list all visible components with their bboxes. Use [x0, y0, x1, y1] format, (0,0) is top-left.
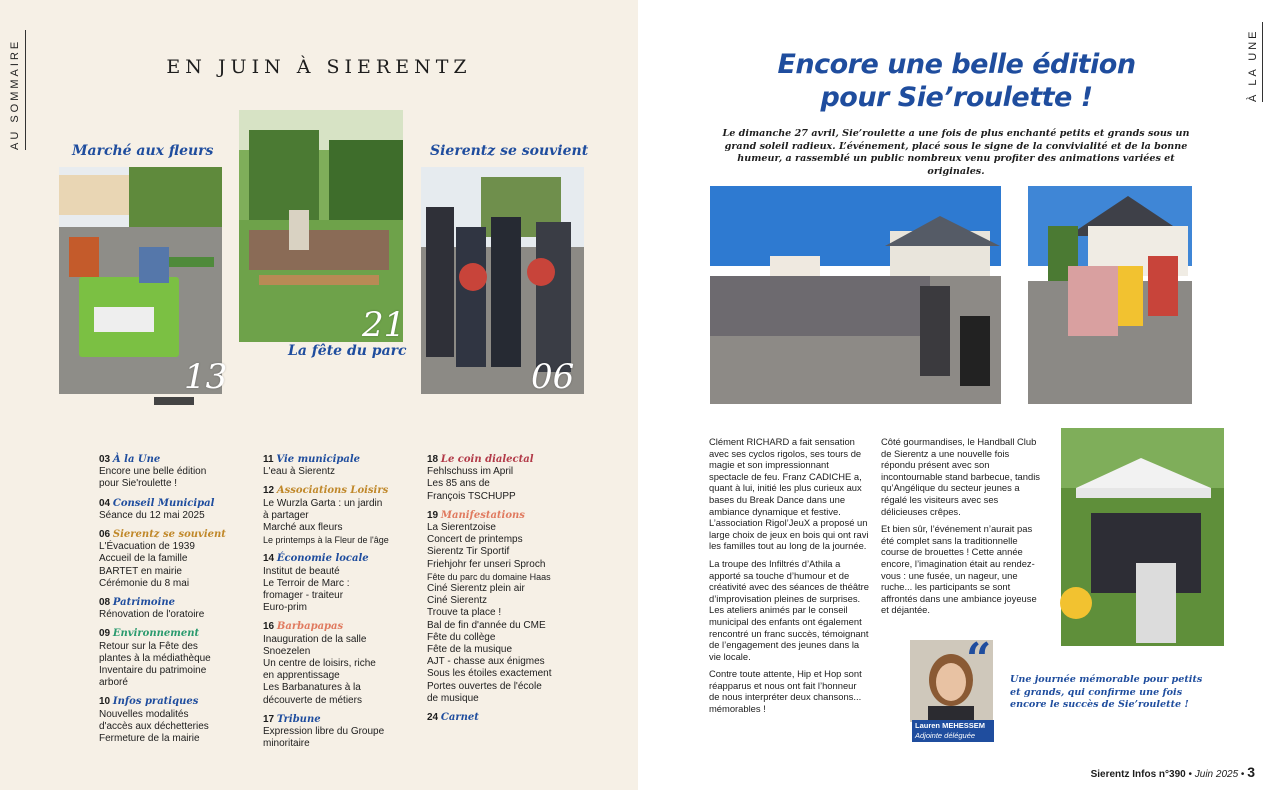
footer-separator: • [1188, 769, 1195, 780]
article-paragraph: Côté gourmandises, le Handball Club de Sierentz a une nouvelle fois répondu présent avec son incontournable stand barbecue, tandis qu’Angélique du secteur jeunes a régalé les visiteurs avec ses délicieuses crêpes. [881, 436, 1040, 517]
toc-item: Les 85 ans de [427, 478, 490, 490]
photo-marche-aux-fleurs[interactable] [59, 167, 228, 397]
toc-item: Fête de la musique [427, 644, 513, 656]
toc-page-number: 09 [99, 628, 111, 640]
toc-page-number: 04 [99, 497, 111, 509]
toc-item: Nouvelles modalités [99, 708, 189, 720]
toc-section-heading [263, 485, 413, 497]
section-tab-left: AU SOMMAIRE [9, 38, 21, 150]
toc-page-number: 17 [263, 713, 275, 725]
page-ref-number: 13 [184, 357, 228, 397]
toc-section-heading [99, 454, 249, 466]
toc-item: Sierentz Tir Sportif [427, 546, 510, 558]
toc-item: Le Wurzla Garta : un jardin [263, 497, 383, 509]
article-intro: Le dimanche 27 avril, Sie’roulette a une fois de plus enchanté petits et grands sous un grand soleil radieux. L’événement, placé sous le signe de la convivialité et de la bonne humeur, a rassemblé un public nombreux venu profiter des animations variées et originales. [722, 128, 1190, 177]
toc-section-heading [263, 454, 413, 466]
toc-section-heading [427, 712, 587, 724]
toc-item: d'accès aux déchetteries [99, 720, 209, 732]
toc-item: Fête du collège [427, 631, 496, 643]
toc-section[interactable] [99, 498, 249, 522]
photo-stand-image [1061, 428, 1224, 646]
toc-item: Ciné Sierentz plein air [427, 583, 525, 595]
toc-section-name: Carnet [440, 712, 479, 724]
toc-section-heading [263, 553, 413, 565]
photo-label-marche: Marché aux fleurs [72, 143, 214, 159]
toc-section-name: Environnement [112, 628, 200, 640]
toc-page-number: 12 [263, 485, 275, 497]
toc-item: AJT - chasse aux énigmes [427, 656, 545, 668]
toc-section-heading [99, 628, 249, 640]
toc-section-name: Conseil Municipal [112, 497, 215, 509]
toc-item: François TSCHUPP [427, 490, 516, 502]
photo-fete-du-parc[interactable] [239, 110, 406, 345]
toc-section[interactable] [263, 454, 413, 478]
photo-crowd[interactable] [710, 186, 1001, 404]
toc-item: Un centre de loisirs, riche [263, 658, 376, 670]
toc-page-number: 24 [427, 712, 439, 724]
toc-item: Euro-prim [263, 602, 307, 614]
portrait-name: Lauren MEHESSEM [915, 721, 986, 730]
photo-wheelbarrow[interactable] [1028, 186, 1192, 404]
toc-item: Sous les étoiles exactement [427, 668, 552, 680]
toc-item: minoritaire [263, 738, 310, 750]
toc-section[interactable] [99, 597, 249, 621]
tab-divider [25, 30, 26, 150]
toc-section-name: Tribune [276, 713, 321, 725]
toc-item: Le printemps à la Fleur de l'âge [263, 535, 389, 546]
toc-section-name: Barbapapas [276, 621, 344, 633]
photo-label-souvient: Sierentz se souvient [430, 143, 589, 159]
toc-page-number: 10 [99, 696, 111, 708]
toc-page-number: 14 [263, 553, 275, 565]
page-footer [1091, 764, 1255, 780]
toc-item: Portes ouvertes de l'école [427, 680, 542, 692]
toc-section-name: Patrimoine [112, 597, 176, 609]
toc-section-name: Économie locale [276, 553, 369, 565]
toc-page-number: 11 [263, 454, 274, 465]
article-column-2 [881, 436, 1041, 622]
toc-section-heading [99, 529, 249, 541]
article-headline [638, 48, 1275, 114]
toc-page-number: 19 [427, 509, 439, 521]
quote-icon: “ [966, 634, 992, 685]
toc-section-name: Le coin dialectal [440, 454, 534, 465]
article-paragraph: Et bien sûr, l’événement n’aurait pas été complet sans la traditionnelle course de brouettes ! Cette année encore, l’imagination était au rendez-vous : une fusée, un nageur, une ruche... les participants se sont affrontés dans une ambiance joyeuse et déjantée. [881, 523, 1037, 616]
footer-separator: • [1240, 769, 1248, 780]
photo-stand[interactable] [1061, 428, 1224, 646]
toc-item: Bal de fin d'année du CME [427, 619, 546, 631]
toc-page-number: 06 [99, 529, 111, 541]
toc-item: découverte de métiers [263, 694, 362, 706]
toc-section-heading [427, 454, 587, 466]
toc-item: Fermeture de la mairie [99, 733, 200, 745]
toc-page-number: 03 [99, 454, 111, 465]
toc-item: Le Terroir de Marc : [263, 577, 350, 589]
photo-crowd-image [710, 186, 1001, 404]
toc-item: Rénovation de l'oratoire [99, 609, 205, 621]
toc-item: pour Sie'roulette ! [99, 478, 178, 490]
page-ref-number: 06 [531, 357, 575, 397]
toc-item: Fehlschuss im April [427, 466, 514, 478]
toc-section[interactable] [99, 696, 249, 745]
page-ref-number: 21 [362, 305, 406, 345]
portrait-role: Adjointe déléguée [915, 730, 976, 740]
article-paragraph: Clément RICHARD a fait sensation avec ses cyclos rigolos, ses tours de magie et son impressionnant spectacle de feu. Franz CADICHE a, quant à lui, initié les plus curieux aux bases du Break Dance dans une ambiance dynamique et festive. L’association Rigol’JeuX a proposé un large choix de jeux en bois qui ont ravi les familles tout au long de la journée. [709, 436, 869, 552]
toc-item: Les Barbanatures à la [263, 682, 361, 694]
toc-column-3 [427, 454, 587, 731]
toc-section-heading [99, 498, 249, 510]
toc-section-heading [99, 597, 249, 609]
toc-item: en apprentissage [263, 670, 340, 682]
toc-section-heading [263, 714, 413, 726]
toc-item: Trouve ta place ! [427, 607, 502, 619]
toc-section[interactable] [263, 621, 413, 706]
article-paragraph: Contre toute attente, Hip et Hop sont réapparus et nous ont fait l’honneur de nous interpréter deux chansons... mémorables ! [709, 668, 862, 715]
toc-section[interactable] [263, 485, 413, 546]
toc-item: Encore une belle édition [99, 466, 207, 478]
section-tab-right: À LA UNE [1247, 28, 1259, 102]
toc-item: Séance du 12 mai 2025 [99, 509, 205, 521]
toc-section-name: Sierentz se souvient [112, 529, 226, 541]
toc-item: plantes à la médiathèque [99, 652, 211, 664]
pull-quote: Une journée mémorable pour petits et grands, qui confirme une fois encore le succès de Sie’roulette ! [1010, 674, 1203, 710]
toc-item: Fête du parc du domaine Haas [427, 571, 551, 582]
toc-item: L'eau à Sierentz [263, 466, 335, 478]
toc-item: L'Évacuation de 1939 [99, 541, 195, 553]
toc-section-name: Vie municipale [276, 454, 361, 465]
page-title: EN JUIN À SIERENTZ [166, 56, 472, 78]
toc-column-2 [263, 454, 413, 757]
toc-section[interactable] [99, 529, 249, 590]
toc-section-name: Infos pratiques [112, 696, 199, 708]
toc-section[interactable] [263, 553, 413, 614]
toc-item: Inauguration de la salle [263, 633, 367, 645]
toc-column-1 [99, 454, 249, 752]
toc-page-number: 08 [99, 597, 111, 609]
toc-section[interactable] [99, 628, 249, 689]
photo-label-fete: La fête du parc [288, 343, 407, 359]
toc-item: Inventaire du patrimoine [99, 665, 207, 677]
toc-item: Retour sur la Fête des [99, 640, 198, 652]
toc-page-number: 18 [427, 454, 439, 465]
toc-item: arboré [99, 677, 128, 689]
headline-line-1: Encore une belle édition [777, 49, 1136, 80]
toc-section-heading [427, 510, 587, 522]
footer-publication: Sierentz Infos n°390 [1090, 769, 1186, 780]
toc-item: Marché aux fleurs [263, 522, 343, 534]
toc-section[interactable] [99, 454, 249, 491]
toc-item: Cérémonie du 8 mai [99, 577, 190, 589]
article-column-1 [709, 436, 869, 721]
toc-item: Snoezelen [263, 645, 311, 657]
toc-item: Institut de beauté [263, 565, 340, 577]
portrait-caption [912, 720, 994, 742]
toc-item: Accueil de la famille [99, 553, 188, 565]
toc-section-heading [99, 696, 249, 708]
toc-section[interactable] [427, 454, 587, 503]
article-paragraph: La troupe des Infiltrés d’Athila a apporté sa touche d’humour et de créativité avec des séances de théâtre d’improvisation pleines de surprises. Les ateliers animés par le conseil municipal des enfants ont également rencontré un franc succès, témoignant de l’engagement des jeunes dans la vie locale. [709, 557, 869, 662]
toc-item: fromager - traiteur [263, 590, 344, 602]
toc-section-name: Associations Loisirs [276, 485, 389, 497]
toc-section[interactable] [427, 712, 587, 724]
toc-item: Concert de printemps [427, 534, 523, 546]
toc-section-name: À la Une [112, 454, 161, 465]
toc-section-heading [263, 621, 413, 633]
photo-wheelbarrow-image [1028, 186, 1192, 404]
toc-item: à partager [263, 509, 309, 521]
toc-section[interactable] [263, 714, 413, 751]
photo-sierentz-se-souvient[interactable] [421, 167, 584, 397]
toc-item: Expression libre du Groupe [263, 726, 385, 738]
footer-date: Juin 2025 [1194, 769, 1239, 780]
toc-section-name: Manifestations [440, 509, 525, 521]
toc-item: Friehjohr fer unseri Sproch [427, 558, 546, 570]
toc-item: BARTET en mairie [99, 565, 182, 577]
headline-line-2: pour Sie’roulette ! [820, 82, 1093, 113]
toc-item: La Sierentzoise [427, 522, 496, 534]
toc-item: de musique [427, 692, 479, 704]
page-number: 3 [1247, 764, 1255, 780]
toc-section[interactable] [427, 510, 587, 705]
toc-page-number: 16 [263, 621, 275, 633]
toc-item: Ciné Sierentz [427, 595, 488, 607]
